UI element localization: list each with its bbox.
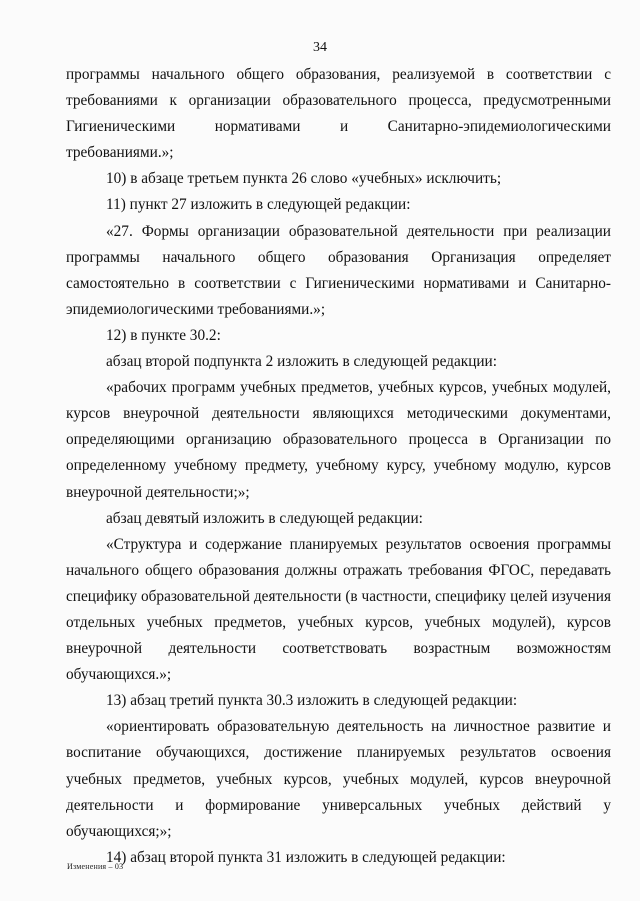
page-number: 34 xyxy=(313,40,327,55)
document-body xyxy=(66,62,611,871)
paragraph: программы начального общего образования, реализуемой в соответствии с требованиями к организации образовательного процесса, предусмотренными Гигиеническими нормативами и Санитарно-эпидемиологическими требованиями.»; xyxy=(66,66,611,162)
paragraph: «рабочих программ учебных предметов, учебных курсов, учебных модулей, курсов внеурочной деятельности являющихся методическими документами, определяющими организацию образовательного процесса в Организации по определенному учебному предмету, учебному курсу, учебному модулю, курсов внеурочной деятельности;»; xyxy=(66,379,611,501)
paragraph: 13) абзац третий пункта 30.3 изложить в следующей редакции: xyxy=(106,692,518,710)
paragraph: абзац второй подпункта 2 изложить в следующей редакции: xyxy=(106,353,497,371)
paragraph: «27. Формы организации образовательной деятельности при реализации программы начального общего образования Организация определяет самостоятельно в соответствии с Гигиеническими нормативами и Санитарно-эпидемиологическими требованиями.»; xyxy=(66,222,611,318)
paragraph: 14) абзац второй пункта 31 изложить в следующей редакции: xyxy=(106,848,506,866)
paragraph: абзац девятый изложить в следующей редакции: xyxy=(106,509,423,527)
paragraph: 10) в абзаце третьем пункта 26 слово «учебных» исключить; xyxy=(106,170,502,188)
footer-revision-mark: Изменения – 03 xyxy=(67,862,124,871)
paragraph: 11) пункт 27 изложить в следующей редакции: xyxy=(106,196,411,214)
paragraph: 12) в пункте 30.2: xyxy=(106,326,221,344)
paragraph: «ориентировать образовательную деятельность на личностное развитие и воспитание обучающихся, достижение планируемых результатов освоения учебных предметов, учебных курсов, учебных модулей, курсов внеурочной деятельности и формирование универсальных учебных действий у обучающихся;»; xyxy=(66,718,611,840)
paragraph: «Структура и содержание планируемых результатов освоения программы начального общего образования должны отражать требования ФГОС, передавать специфику образовательной деятельности (в частности, специфику целей изучения отдельных учебных предметов, учебных курсов, учебных модулей), курсов внеурочной деятельности соответствовать возрастным возможностям обучающихся.»; xyxy=(66,535,611,684)
